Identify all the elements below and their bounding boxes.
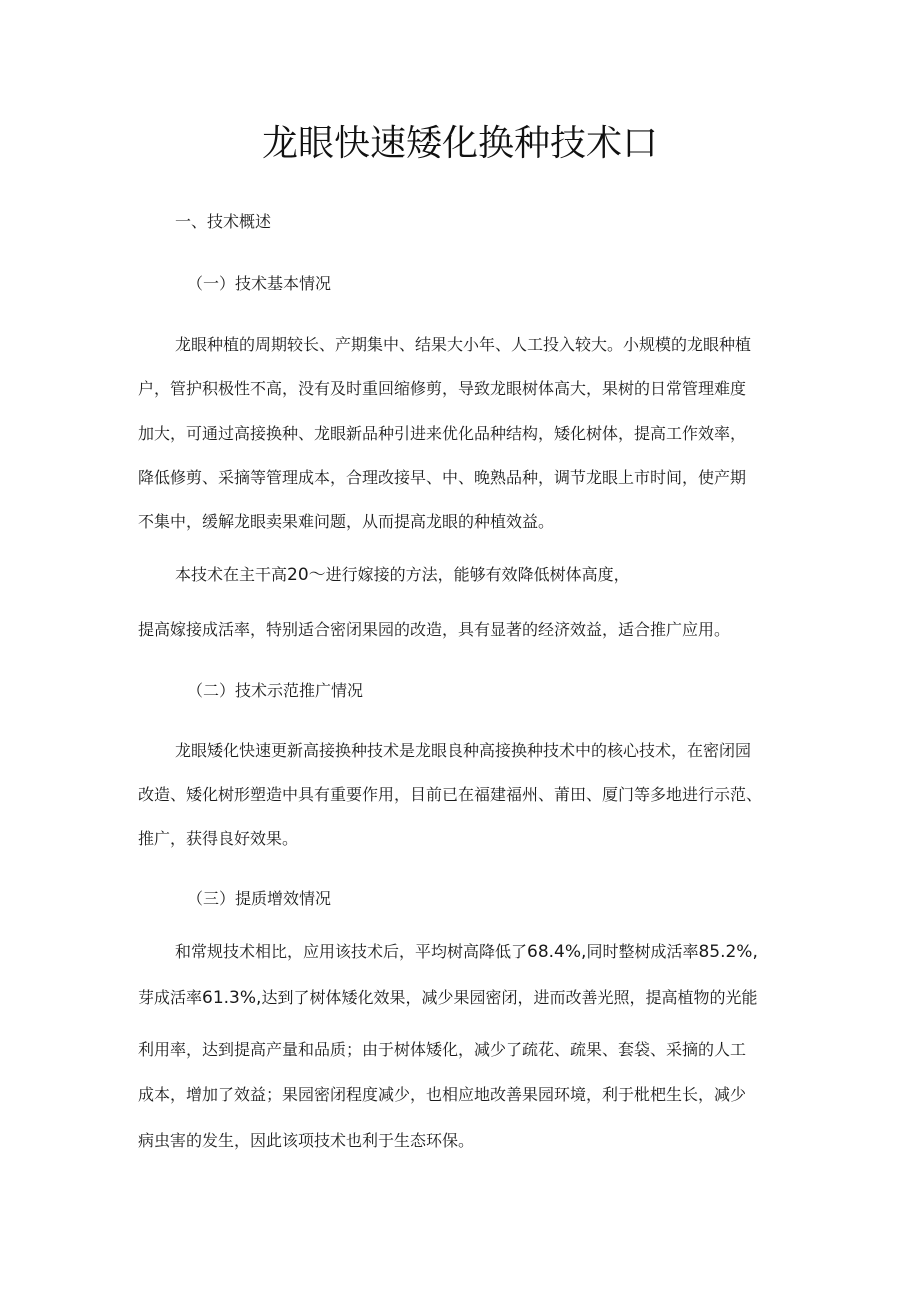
paragraph-line — [138, 987, 757, 1009]
paragraph-line: 降低修剪、采摘等管理成本，合理改接早、中、晚熟品种，调节龙眼上市时间，使产期 — [138, 468, 747, 487]
numeric-value: 85.2%, — [698, 942, 758, 962]
paragraph-line: 改造、矮化树形塑造中具有重要作用，目前已在福建福州、莆田、厦门等多地进行示范、 — [138, 785, 763, 804]
paragraph-line: 户，管护积极性不高，没有及时重回缩修剪，导致龙眼树体高大，果树的日常管理难度 — [138, 379, 747, 398]
text-segment: 和常规技术相比，应用该技术后，平均树高降低了 — [175, 942, 528, 961]
paragraph-line: 推广，获得良好效果。 — [138, 829, 299, 848]
text-segment: 同时整树成活率 — [586, 942, 699, 961]
paragraph-line: 利用率，达到提高产量和品质；由于树体矮化，减少了疏花、疏果、套袋、采摘的人工 — [138, 1040, 747, 1059]
numeric-value: 20〜 — [287, 565, 326, 585]
paragraph-line: 龙眼矮化快速更新高接换种技术是龙眼良种高接换种技术中的核心技术，在密闭园 — [175, 741, 752, 760]
paragraph-line: 不集中，缓解龙眼卖果难问题，从而提高龙眼的种植效益。 — [138, 512, 555, 531]
paragraph-line — [175, 941, 758, 963]
text-segment: 本技术在主干高 — [175, 565, 288, 584]
paragraph-line — [175, 564, 630, 586]
paragraph-line: 提高嫁接成活率，特别适合密闭果园的改造，具有显著的经济效益，适合推广应用。 — [138, 620, 731, 639]
text-segment: 达到了树体矮化效果，减少果园密闭，进而改善光照，提高植物的光能 — [261, 988, 758, 1007]
paragraph-line: 龙眼种植的周期较长、产期集中、结果大小年、人工投入较大。小规模的龙眼种植 — [175, 335, 752, 354]
section-heading-overview: 一、技术概述 — [175, 212, 272, 231]
subsection-heading-quality: （三）提质增效情况 — [187, 889, 332, 908]
numeric-value: 68.4%, — [527, 942, 587, 962]
text-segment: 芽成活率 — [138, 988, 203, 1007]
subsection-heading-demo: （二）技术示范推广情况 — [187, 681, 364, 700]
paragraph-line: 加大，可通过高接换种、龙眼新品种引进来优化品种结构，矮化树体，提高工作效率， — [138, 424, 747, 443]
text-segment: 进行嫁接的方法，能够有效降低树体高度， — [325, 565, 630, 584]
numeric-value: 61.3%, — [202, 988, 262, 1008]
subsection-heading-basic: （一）技术基本情况 — [187, 274, 332, 293]
paragraph-line: 成本，增加了效益；果园密闭程度减少，也相应地改善果园环境，利于枇杷生长，减少 — [138, 1085, 747, 1104]
paragraph-line: 病虫害的发生，因此该项技术也利于生态环保。 — [138, 1131, 475, 1150]
document-title: 龙眼快速矮化换种技术口 — [261, 123, 658, 164]
